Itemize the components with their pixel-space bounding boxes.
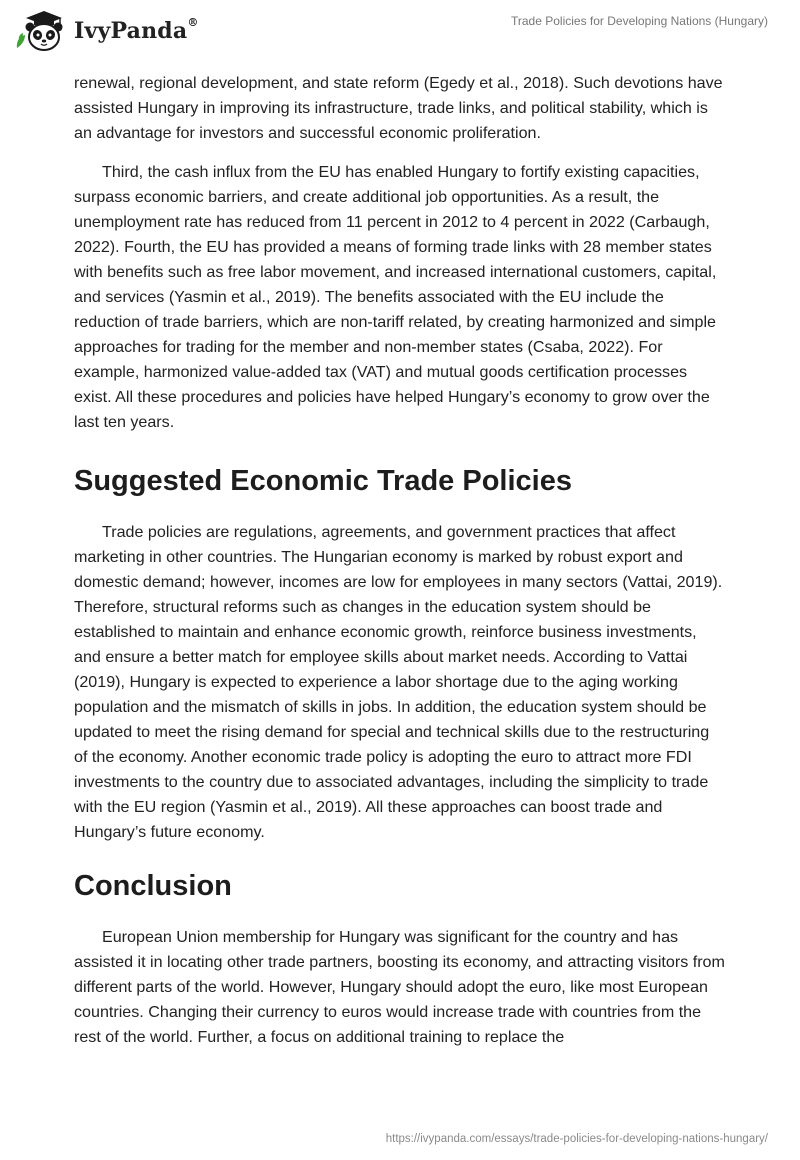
paragraph-3: Trade policies are regulations, agreements, and government practices that affect marketing in other countries. The Hungarian economy is marked by robust export and domestic demand; however, incomes are low for employees in many sectors (Vattai, 2019). Therefore, structural reforms such as changes in the education system should be established to maintain and enhance economic growth, reinforce business investments, and ensure a better match for employee skills about market needs. According to Vattai (2019), Hungary is expected to experience a labor shortage due to the aging working population and the mismatch of skills in jobs. In addition, the education system should be updated to meet the rising demand for special and technical skills due to the restructuring of the economy. Another economic trade policy is adopting the euro to attract more FDI investments to the country due to associated advantages, including the simplicity to trade with the EU region (Yasmin et al., 2019). All these approaches can boost trade and Hungary’s future economy. bbox=[74, 523, 723, 841]
page-header bbox=[0, 0, 800, 70]
paragraph-4: European Union membership for Hungary was significant for the country and has assisted it in locating other trade partners, boosting its economy, and attracting visitors from different parts of the world. However, Hungary should adopt the euro, like most European countries. Changing their currency to euros would increase trade with countries from the rest of the world. Further, a focus on additional training to replace the bbox=[74, 928, 725, 1046]
panda-graduate-icon bbox=[14, 8, 72, 54]
paragraph-2: Third, the cash influx from the EU has enabled Hungary to fortify existing capacities, surpass economic barriers, and create additional job opportunities. As a result, the unemployment rate has reduced from 11 percent in 2012 to 4 percent in 2022 (Carbaugh, 2022). Fourth, the EU has provided a means of forming trade links with 28 member states with benefits such as free labor movement, and increased international customers, capital, and services (Yasmin et al., 2019). The benefits associated with the EU include the reduction of trade barriers, which are non-tariff related, by creating harmonized and simple approaches for trading for the member and non-member states (Csaba, 2022). For example, harmonized value-added tax (VAT) and mutual goods certification processes exist. All these procedures and policies have helped Hungary’s economy to grow over the last ten years. bbox=[74, 163, 717, 431]
source-url[interactable]: https://ivypanda.com/essays/trade-policies-for-developing-nations-hungary/ bbox=[385, 1133, 768, 1145]
section-heading-conclusion: Conclusion bbox=[74, 870, 232, 902]
paragraph-1: renewal, regional development, and state reform (Egedy et al., 2018). Such devotions have assisted Hungary in improving its infrastructure, trade links, and political stability, which is an advantage for investors and successful economic proliferation. bbox=[74, 74, 723, 142]
brand-name: IvyPanda® bbox=[74, 16, 199, 44]
essay-body bbox=[74, 71, 726, 1050]
registered-mark: ® bbox=[187, 16, 199, 29]
section-heading-suggested-policies: Suggested Economic Trade Policies bbox=[74, 465, 572, 497]
document-title: Trade Policies for Developing Nations (Hungary) bbox=[510, 14, 768, 28]
ivypanda-logo[interactable] bbox=[14, 8, 199, 54]
